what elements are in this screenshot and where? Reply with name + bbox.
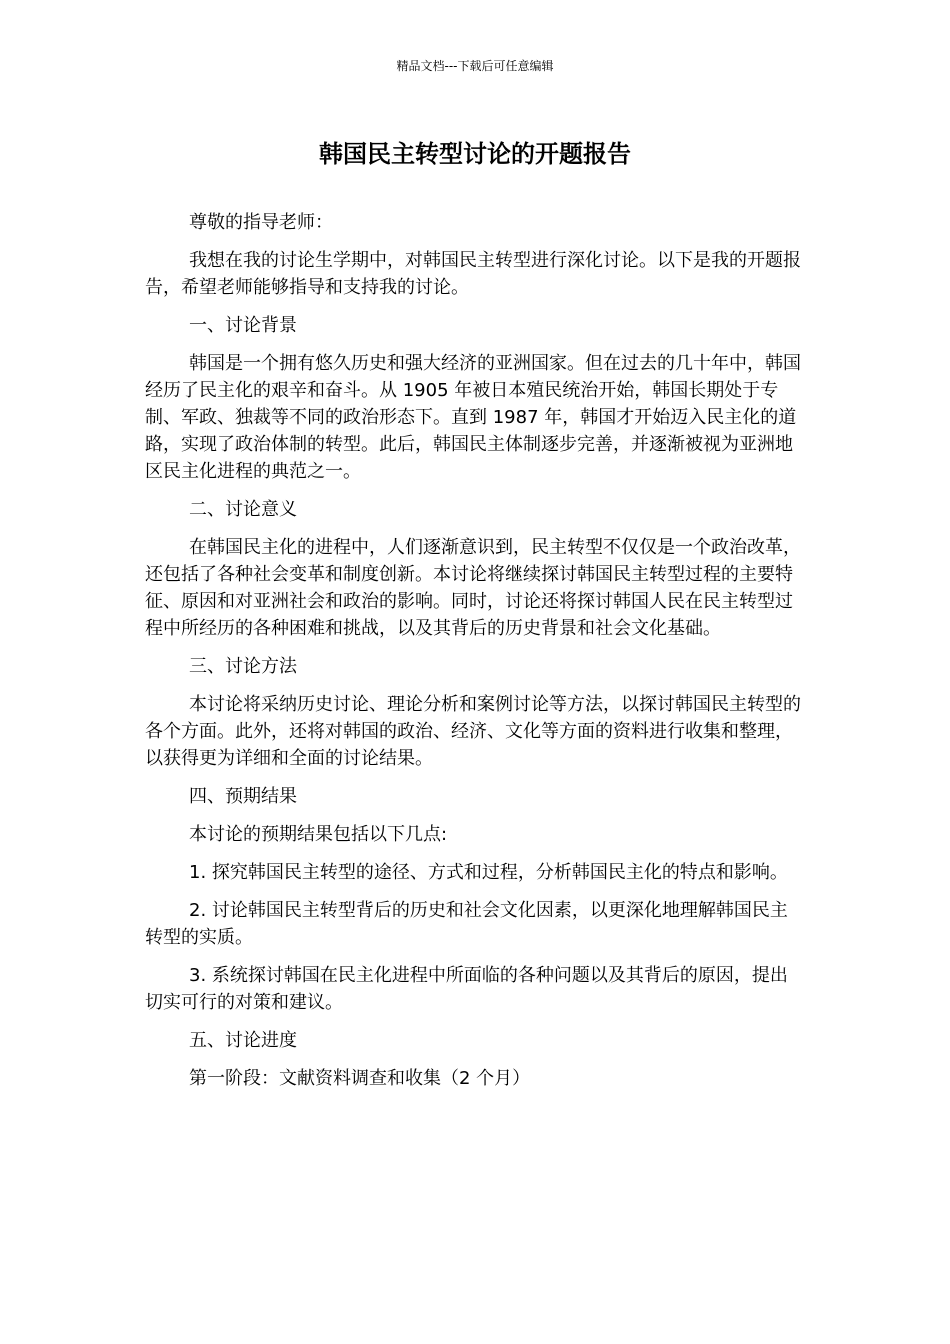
schedule-phase-1: 第一阶段：文献资料调查和收集（2 个月） <box>189 1068 531 1089</box>
expected-result-item: 2. 讨论韩国民主转型背后的历史和社会文化因素，以更深化地理解韩国民主转型的实质。 <box>145 900 788 948</box>
expected-result-item: 1. 探究韩国民主转型的途径、方式和过程，分析韩国民主化的特点和影响。 <box>189 862 788 883</box>
document-body <box>145 209 805 1103</box>
section-heading-method: 三、讨论方法 <box>189 656 297 677</box>
document-title: 韩国民主转型讨论的开题报告 <box>319 140 631 168</box>
page-header: 精品文档---下载后可任意编辑 <box>396 59 554 73</box>
expected-result-item: 3. 系统探讨韩国在民主化进程中所面临的各种问题以及其背后的原因，提出切实可行的对策和建议。 <box>145 965 788 1013</box>
section-heading-schedule: 五、讨论进度 <box>189 1030 297 1051</box>
background-paragraph: 韩国是一个拥有悠久历史和强大经济的亚洲国家。但在过去的几十年中，韩国经历了民主化的艰辛和奋斗。从 1905 年被日本殖民统治开始，韩国长期处于专制、军政、独裁等不同的政治形态下。直到 1987 年，韩国才开始迈入民主化的道路，实现了政治体制的转型。此后，韩国民主体制逐步完善，并逐渐被视为亚洲地区民主化进程的典范之一。 <box>145 353 801 482</box>
significance-paragraph: 在韩国民主化的进程中，人们逐渐意识到，民主转型不仅仅是一个政治改革，还包括了各种社会变革和制度创新。本讨论将继续探讨韩国民主转型过程的主要特征、原因和对亚洲社会和政治的影响。同时，讨论还将探讨韩国人民在民主转型过程中所经历的各种困难和挑战，以及其背后的历史背景和社会文化基础。 <box>145 537 801 639</box>
section-heading-significance: 二、讨论意义 <box>189 499 297 520</box>
section-heading-expected-results: 四、预期结果 <box>189 786 297 807</box>
expected-results-intro: 本讨论的预期结果包括以下几点: <box>189 824 448 845</box>
method-paragraph: 本讨论将采纳历史讨论、理论分析和案例讨论等方法，以探讨韩国民主转型的各个方面。此外，还将对韩国的政治、经济、文化等方面的资料进行收集和整理，以获得更为详细和全面的讨论结果。 <box>145 694 801 769</box>
intro-paragraph: 我想在我的讨论生学期中，对韩国民主转型进行深化讨论。以下是我的开题报告，希望老师能够指导和支持我的讨论。 <box>145 250 801 298</box>
salutation: 尊敬的指导老师： <box>189 212 333 233</box>
section-heading-background: 一、讨论背景 <box>189 315 297 336</box>
